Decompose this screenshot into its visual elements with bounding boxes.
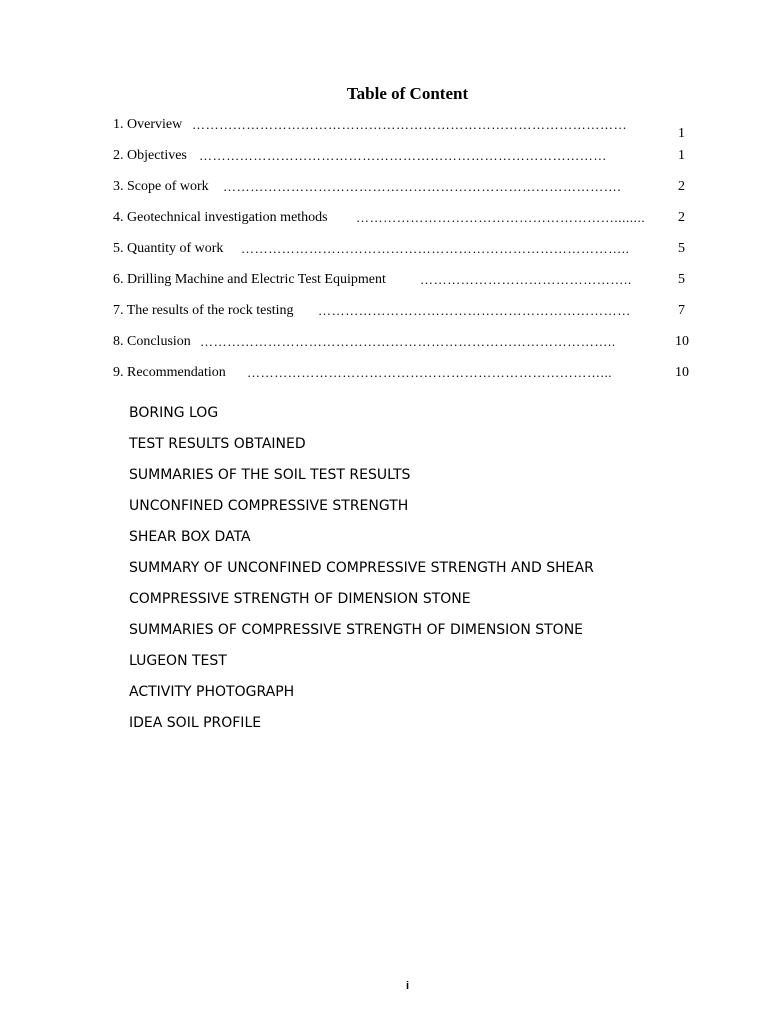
toc-entry <box>113 239 693 270</box>
toc-entry-leader: …………………………………………………………… <box>318 303 631 318</box>
toc-entry-label: Quantity of work <box>127 241 224 256</box>
toc-entry-leader: ……………………………………………………………………………… <box>199 148 607 163</box>
appendix-item: LUGEON TEST <box>129 653 227 669</box>
toc-entry-label: Conclusion <box>127 334 191 349</box>
toc-entry-number: 8. <box>113 334 124 349</box>
toc-entry-leader: ……………………………………………………………………………….. <box>200 334 616 349</box>
toc-entry <box>113 301 693 332</box>
appendix-item: SUMMARY OF UNCONFINED COMPRESSIVE STRENGTH AND SHEAR <box>129 560 594 576</box>
toc-entry-number: 9. <box>113 365 124 380</box>
toc-entry-label: Recommendation <box>127 365 226 380</box>
toc-entry-page: 1 <box>678 126 685 141</box>
appendix-item: SUMMARIES OF THE SOIL TEST RESULTS <box>129 467 411 483</box>
toc-entry-number: 5. <box>113 241 124 256</box>
toc-entry <box>113 115 693 146</box>
toc-entry-label: Scope of work <box>127 179 209 194</box>
toc-entry-page: 10 <box>675 365 689 380</box>
toc-entry-page: 7 <box>678 303 685 318</box>
toc-entry-leader: ……………………………………….. <box>420 272 632 287</box>
appendix-item: ACTIVITY PHOTOGRAPH <box>129 684 295 700</box>
toc-entry-label: Drilling Machine and Electric Test Equipment <box>127 272 386 287</box>
toc-entry-page: 5 <box>678 241 685 256</box>
appendix-item: BORING LOG <box>129 405 219 421</box>
toc-entry <box>113 332 693 363</box>
toc-list <box>113 115 693 394</box>
appendix-item: TEST RESULTS OBTAINED <box>129 436 306 452</box>
toc-entry <box>113 208 693 239</box>
toc-entry-page: 2 <box>678 210 685 225</box>
toc-entry-page: 5 <box>678 272 685 287</box>
appendix-list <box>129 402 594 743</box>
toc-entry-number: 3. <box>113 179 124 194</box>
toc-entry-page: 2 <box>678 179 685 194</box>
toc-entry <box>113 363 693 394</box>
toc-entry-leader: …………………………………………………………………………………… <box>192 117 628 132</box>
appendix-item: SHEAR BOX DATA <box>129 529 251 545</box>
appendix-item: IDEA SOIL PROFILE <box>129 715 262 731</box>
toc-entry-label: Objectives <box>127 148 187 163</box>
toc-entry-number: 7. <box>113 303 124 318</box>
appendix-item: COMPRESSIVE STRENGTH OF DIMENSION STONE <box>129 591 471 607</box>
toc-entry-leader: ……………………………………………………………………………. <box>223 179 622 194</box>
toc-entry-leader: …………………………………………………........ <box>356 210 646 225</box>
toc-entry-page: 10 <box>675 334 689 349</box>
appendix-item: UNCONFINED COMPRESSIVE STRENGTH <box>129 498 409 514</box>
toc-entry-label: The results of the rock testing <box>126 303 294 318</box>
toc-entry-number: 1. <box>113 117 124 132</box>
toc-entry <box>113 177 693 208</box>
toc-entry-label: Geotechnical investigation methods <box>127 210 328 225</box>
toc-entry <box>113 270 693 301</box>
toc-entry-number: 2. <box>113 148 124 163</box>
toc-entry-number: 6. <box>113 272 124 287</box>
page-title: Table of Content <box>346 84 469 103</box>
toc-entry-page: 1 <box>678 148 685 163</box>
toc-entry-leader: ………………………………………………………………………….. <box>241 241 630 256</box>
appendix-item: SUMMARIES OF COMPRESSIVE STRENGTH OF DIMENSION STONE <box>129 622 584 638</box>
toc-entry-label: Overview <box>127 117 183 132</box>
toc-entry <box>113 146 693 177</box>
toc-entry-leader: ……………………………………………………………………... <box>247 365 613 380</box>
toc-entry-number: 4. <box>113 210 124 225</box>
page-number: i <box>405 980 410 992</box>
